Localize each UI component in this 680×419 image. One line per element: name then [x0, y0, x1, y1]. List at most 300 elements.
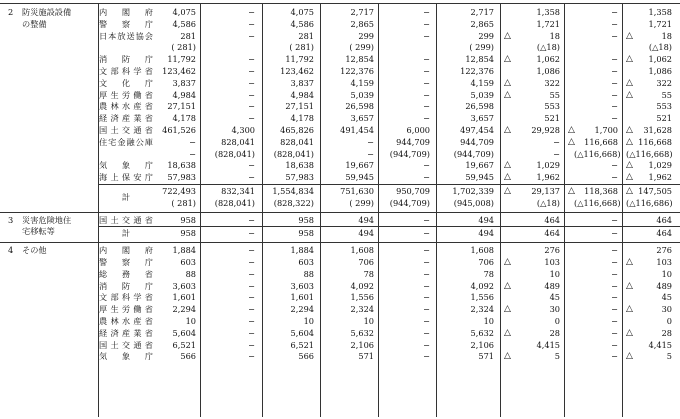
decrease-triangle-icon: △: [626, 30, 633, 41]
section-title: 宅移転等: [22, 226, 55, 237]
table-cell: 31,628: [643, 125, 672, 135]
decrease-triangle-icon: △: [504, 125, 511, 135]
table-cell: ( 281): [171, 42, 196, 53]
total-cell: 464: [544, 228, 560, 239]
table-cell: 4,075: [172, 7, 196, 17]
table-cell: 706: [478, 257, 494, 267]
table-cell: 2,294: [172, 304, 196, 315]
table-cell: 322: [656, 77, 672, 88]
table-cell: 28: [549, 327, 560, 338]
decrease-triangle-icon: △: [504, 160, 511, 171]
table-cell: 828,041: [221, 136, 255, 147]
table-cell: 4,075: [290, 7, 314, 17]
table-cell: −: [611, 77, 618, 88]
column-divider: [262, 3, 263, 417]
table-cell: −: [248, 339, 255, 350]
table-cell: (△18): [648, 42, 672, 53]
table-cell: 1,608: [350, 245, 374, 256]
table-cell: −: [611, 172, 618, 183]
table-cell: 3,603: [172, 280, 196, 291]
table-cell: −: [248, 257, 255, 267]
decrease-triangle-icon: △: [626, 280, 633, 291]
table-cell: (△18): [536, 42, 560, 53]
table-cell: −: [248, 77, 255, 88]
table-cell: 491,454: [340, 125, 374, 135]
table-cell: 55: [661, 89, 672, 100]
table-cell: −: [611, 7, 618, 17]
agency-name: 国土交通省: [99, 125, 153, 135]
table-cell: −: [248, 101, 255, 112]
total-cell: 751,630: [340, 186, 374, 196]
table-cell: 1,556: [470, 292, 494, 303]
table-cell: −: [423, 160, 430, 171]
table-cell: −: [248, 30, 255, 41]
table-cell: 4,092: [470, 280, 494, 291]
table-cell: 55: [549, 89, 560, 100]
table-cell: −: [553, 136, 560, 147]
table-cell: −: [248, 327, 255, 338]
table-cell: 3,837: [290, 77, 314, 88]
table-cell: 10: [185, 316, 196, 326]
table-cell: 2,717: [470, 7, 494, 17]
decrease-triangle-icon: △: [626, 327, 633, 338]
agency-name: 厚生労働省: [99, 304, 153, 315]
table-cell: 489: [656, 280, 672, 291]
table-cell: ( 299): [469, 42, 494, 53]
table-cell: (828,041): [273, 148, 314, 159]
table-cell: 4,415: [648, 339, 672, 350]
table-cell: −: [248, 245, 255, 256]
table-cell: 1,608: [470, 245, 494, 256]
decrease-triangle-icon: △: [504, 30, 511, 41]
table-cell: −: [423, 113, 430, 124]
table-cell: 18,638: [285, 160, 314, 171]
table-cell: 299: [358, 30, 374, 41]
total-cell: 958: [180, 228, 196, 239]
row-divider: [98, 226, 680, 227]
table-cell: 4,415: [536, 339, 560, 350]
total-subcell: ( 281): [171, 197, 196, 208]
table-cell: −: [611, 339, 618, 350]
table-cell: 706: [358, 257, 374, 267]
table-cell: 464: [544, 214, 560, 225]
agency-name: 国土交通省: [99, 214, 153, 225]
table-cell: −: [248, 66, 255, 76]
table-cell: 12,854: [465, 54, 494, 65]
agency-name: 農林水産省: [99, 316, 153, 326]
total-cell: 722,493: [162, 186, 196, 196]
table-cell: 122,376: [460, 66, 494, 76]
agency-name: 消 防 庁: [99, 54, 153, 65]
table-cell: 10: [661, 268, 672, 279]
table-cell: 2,106: [350, 339, 374, 350]
total-cell: 958: [298, 228, 314, 239]
table-cell: (944,709): [389, 148, 430, 159]
section-title: その他: [22, 245, 47, 256]
table-cell: −: [423, 339, 430, 350]
table-cell: −: [611, 268, 618, 279]
table-cell: −: [611, 280, 618, 291]
table-cell: ( 299): [349, 42, 374, 53]
table-cell: 2,717: [350, 7, 374, 17]
table-cell: 4,984: [290, 89, 314, 100]
table-cell: −: [248, 89, 255, 100]
table-cell: 1,358: [536, 7, 560, 17]
table-cell: −: [248, 316, 255, 326]
table-cell: 553: [656, 101, 672, 112]
table-cell: 4,092: [350, 280, 374, 291]
table-cell: −: [423, 257, 430, 267]
total-subcell: (828,322): [273, 197, 314, 208]
decrease-triangle-icon: △: [626, 77, 633, 88]
table-cell: 10: [303, 316, 314, 326]
table-cell: −: [423, 214, 430, 225]
table-cell: 281: [180, 30, 196, 41]
table-cell: 57,983: [167, 172, 196, 183]
table-cell: 2,106: [470, 339, 494, 350]
decrease-triangle-icon: △: [626, 351, 633, 362]
agency-name: 住宅金融公庫: [99, 136, 153, 147]
table-cell: 27,151: [285, 101, 314, 112]
row-divider: [0, 3, 680, 4]
table-cell: −: [248, 7, 255, 17]
total-subcell: (828,041): [214, 197, 255, 208]
total-cell: 832,341: [221, 186, 255, 196]
total-cell: −: [248, 228, 255, 239]
decrease-triangle-icon: △: [626, 257, 633, 267]
decrease-triangle-icon: △: [504, 257, 511, 267]
table-cell: 30: [549, 304, 560, 315]
table-cell: 29,928: [531, 125, 560, 135]
table-cell: 1,556: [350, 292, 374, 303]
table-cell: −: [611, 113, 618, 124]
table-cell: 103: [656, 257, 672, 267]
table-cell: 5: [666, 351, 672, 362]
total-subcell: (△116,668): [574, 197, 621, 208]
decrease-triangle-icon: △: [626, 172, 633, 183]
table-cell: −: [423, 316, 430, 326]
table-cell: 18: [661, 30, 672, 41]
table-cell: 461,526: [162, 125, 196, 135]
decrease-triangle-icon: △: [626, 186, 633, 196]
agency-name: 日本放送協会: [99, 30, 153, 41]
total-cell: 118,368: [584, 186, 618, 196]
table-cell: −: [423, 89, 430, 100]
table-cell: 4,178: [172, 113, 196, 124]
table-cell: 1,601: [290, 292, 314, 303]
table-cell: 28: [661, 327, 672, 338]
total-cell: 29,137: [531, 186, 560, 196]
table-cell: −: [189, 136, 196, 147]
decrease-triangle-icon: △: [504, 89, 511, 100]
decrease-triangle-icon: △: [626, 160, 633, 171]
table-cell: 4,300: [231, 125, 255, 135]
table-cell: −: [248, 351, 255, 362]
table-cell: 497,454: [460, 125, 494, 135]
table-cell: 566: [180, 351, 196, 362]
table-cell: 26,598: [345, 101, 374, 112]
table-cell: −: [423, 280, 430, 291]
decrease-triangle-icon: △: [504, 351, 511, 362]
table-cell: 1,721: [648, 18, 672, 29]
table-cell: 5,604: [290, 327, 314, 338]
decrease-triangle-icon: △: [568, 186, 575, 196]
table-cell: 1,962: [536, 172, 560, 183]
table-cell: 489: [544, 280, 560, 291]
table-cell: 1,962: [648, 172, 672, 183]
total-subcell: (945,008): [453, 197, 494, 208]
table-cell: −: [248, 304, 255, 315]
table-cell: 5,039: [350, 89, 374, 100]
table-cell: −: [248, 292, 255, 303]
table-cell: 0: [554, 316, 560, 326]
agency-name: 気 象 庁: [99, 160, 153, 171]
table-cell: 30: [661, 304, 672, 315]
table-cell: 553: [544, 101, 560, 112]
table-cell: −: [611, 292, 618, 303]
table-cell: −: [248, 268, 255, 279]
table-cell: −: [367, 148, 374, 159]
table-cell: 6,000: [406, 125, 430, 135]
table-cell: (828,041): [214, 148, 255, 159]
table-cell: 116,668: [584, 136, 618, 147]
table-cell: 19,667: [345, 160, 374, 171]
agency-name: 気 象 庁: [99, 351, 153, 362]
total-subcell: (△18): [536, 197, 560, 208]
table-cell: 603: [298, 257, 314, 267]
table-cell: 88: [185, 268, 196, 279]
column-divider: [622, 3, 623, 417]
decrease-triangle-icon: △: [504, 186, 511, 196]
column-divider: [200, 3, 201, 417]
table-cell: 566: [298, 351, 314, 362]
table-cell: −: [248, 54, 255, 65]
agency-name: 内 閣 府: [99, 245, 153, 256]
agency-name: 文部科学省: [99, 66, 153, 76]
total-cell: 494: [478, 228, 494, 239]
table-cell: 103: [544, 257, 560, 267]
table-cell: 276: [544, 245, 560, 256]
table-cell: 2,324: [470, 304, 494, 315]
table-cell: 1,601: [172, 292, 196, 303]
table-cell: −: [423, 172, 430, 183]
agency-name: 内 閣 府: [99, 7, 153, 17]
decrease-triangle-icon: △: [504, 280, 511, 291]
table-cell: 464: [656, 214, 672, 225]
table-cell: 494: [478, 214, 494, 225]
table-cell: −: [248, 113, 255, 124]
agency-name: 消 防 庁: [99, 280, 153, 291]
column-divider: [98, 3, 99, 417]
row-divider: [0, 212, 680, 213]
decrease-triangle-icon: △: [504, 327, 511, 338]
table-cell: 1,700: [594, 125, 618, 135]
total-cell: −: [611, 228, 618, 239]
total-cell: 1,702,339: [452, 186, 494, 196]
table-cell: 4,586: [290, 18, 314, 29]
table-cell: −: [423, 245, 430, 256]
total-cell: 494: [358, 228, 374, 239]
table-cell: 494: [358, 214, 374, 225]
decrease-triangle-icon: △: [626, 54, 633, 65]
table-cell: −: [423, 30, 430, 41]
table-cell: −: [248, 280, 255, 291]
total-cell: 1,554,834: [272, 186, 314, 196]
table-cell: 276: [656, 245, 672, 256]
total-label: 計: [121, 191, 131, 202]
table-cell: 4,159: [470, 77, 494, 88]
table-cell: −: [553, 148, 560, 159]
section-number: 2: [8, 7, 14, 17]
table-cell: 571: [478, 351, 494, 362]
table-cell: −: [423, 351, 430, 362]
column-divider: [564, 3, 565, 417]
table-cell: 59,945: [345, 172, 374, 183]
table-cell: 958: [180, 214, 196, 225]
total-subcell: (△116,686): [626, 197, 673, 208]
table-cell: 10: [363, 316, 374, 326]
table-cell: −: [423, 77, 430, 88]
table-cell: −: [611, 257, 618, 267]
table-cell: 1,029: [648, 160, 672, 171]
decrease-triangle-icon: △: [504, 77, 511, 88]
table-cell: −: [423, 54, 430, 65]
table-cell: 57,983: [285, 172, 314, 183]
column-divider: [436, 3, 437, 417]
table-cell: −: [423, 268, 430, 279]
table-cell: 2,324: [350, 304, 374, 315]
table-cell: 4,586: [172, 18, 196, 29]
table-cell: 603: [180, 257, 196, 267]
total-cell: −: [423, 228, 430, 239]
section-number: 3: [8, 214, 14, 225]
table-cell: (△116,668): [626, 148, 673, 159]
table-cell: −: [611, 18, 618, 29]
agency-name: 厚生労働省: [99, 89, 153, 100]
table-cell: 521: [656, 113, 672, 124]
total-label: 計: [121, 228, 131, 239]
agency-name: 農林水産省: [99, 101, 153, 112]
column-divider: [320, 3, 321, 417]
table-cell: −: [611, 54, 618, 65]
section-title: 防災施設設備: [22, 7, 72, 17]
agency-name: 文部科学省: [99, 292, 153, 303]
table-cell: −: [423, 66, 430, 76]
table-cell: 45: [661, 292, 672, 303]
table-cell: 1,358: [648, 7, 672, 17]
table-cell: 3,657: [350, 113, 374, 124]
table-cell: 5,039: [470, 89, 494, 100]
table-cell: −: [248, 214, 255, 225]
table-cell: 465,826: [280, 125, 314, 135]
table-cell: 19,667: [465, 160, 494, 171]
table-cell: 1,029: [536, 160, 560, 171]
decrease-triangle-icon: △: [504, 54, 511, 65]
table-cell: −: [423, 304, 430, 315]
decrease-triangle-icon: △: [568, 125, 575, 135]
decrease-triangle-icon: △: [504, 172, 511, 183]
table-cell: 122,376: [340, 66, 374, 76]
table-cell: 3,837: [172, 77, 196, 88]
table-cell: 12,854: [345, 54, 374, 65]
table-cell: 1,086: [536, 66, 560, 76]
section-title: 災害危険地住: [22, 214, 72, 225]
table-cell: 4,984: [172, 89, 196, 100]
row-divider: [0, 242, 680, 243]
total-cell: 950,709: [396, 186, 430, 196]
table-cell: −: [423, 7, 430, 17]
table-cell: 123,462: [280, 66, 314, 76]
table-cell: −: [423, 18, 430, 29]
table-cell: 4,178: [290, 113, 314, 124]
table-cell: 944,709: [396, 136, 430, 147]
table-cell: 26,598: [465, 101, 494, 112]
table-cell: −: [248, 18, 255, 29]
agency-name: 文 化 庁: [99, 77, 153, 88]
total-subcell: (944,709): [389, 197, 430, 208]
table-cell: −: [248, 172, 255, 183]
table-cell: (944,709): [453, 148, 494, 159]
table-cell: 571: [358, 351, 374, 362]
table-cell: −: [611, 30, 618, 41]
table-cell: 88: [303, 268, 314, 279]
row-divider: [98, 184, 680, 185]
table-cell: −: [248, 160, 255, 171]
table-cell: 116,668: [638, 136, 672, 147]
table-cell: 2,865: [350, 18, 374, 29]
table-cell: 944,709: [460, 136, 494, 147]
decrease-triangle-icon: △: [568, 136, 575, 147]
table-cell: 18: [549, 30, 560, 41]
agency-name: 海上保安庁: [99, 172, 153, 183]
total-subcell: ( 299): [349, 197, 374, 208]
table-cell: 1,086: [648, 66, 672, 76]
table-cell: ( 281): [289, 42, 314, 53]
decrease-triangle-icon: △: [504, 304, 511, 315]
table-cell: 5,604: [172, 327, 196, 338]
table-cell: 5: [554, 351, 560, 362]
table-cell: 6,521: [290, 339, 314, 350]
table-cell: −: [611, 160, 618, 171]
agency-name: 警 察 庁: [99, 257, 153, 267]
table-cell: 2,865: [470, 18, 494, 29]
table-cell: 1,062: [648, 54, 672, 65]
table-cell: 10: [549, 268, 560, 279]
agency-name: 総 務 省: [99, 268, 153, 279]
table-cell: −: [611, 304, 618, 315]
column-divider: [378, 3, 379, 417]
table-cell: 0: [666, 316, 672, 326]
table-cell: −: [611, 66, 618, 76]
table-cell: 59,945: [465, 172, 494, 183]
table-cell: 521: [544, 113, 560, 124]
total-cell: 147,505: [638, 186, 672, 196]
table-cell: 4,159: [350, 77, 374, 88]
table-cell: 958: [298, 214, 314, 225]
table-cell: 1,884: [290, 245, 314, 256]
agency-name: 経済産業省: [99, 327, 153, 338]
table-cell: 5,632: [470, 327, 494, 338]
table-cell: −: [611, 327, 618, 338]
table-cell: 1,884: [172, 245, 196, 256]
decrease-triangle-icon: △: [626, 136, 633, 147]
section-number: 4: [8, 245, 14, 256]
agency-name: 警 察 庁: [99, 18, 153, 29]
table-cell: −: [611, 214, 618, 225]
table-cell: 78: [483, 268, 494, 279]
table-cell: 1,062: [536, 54, 560, 65]
table-cell: −: [367, 136, 374, 147]
